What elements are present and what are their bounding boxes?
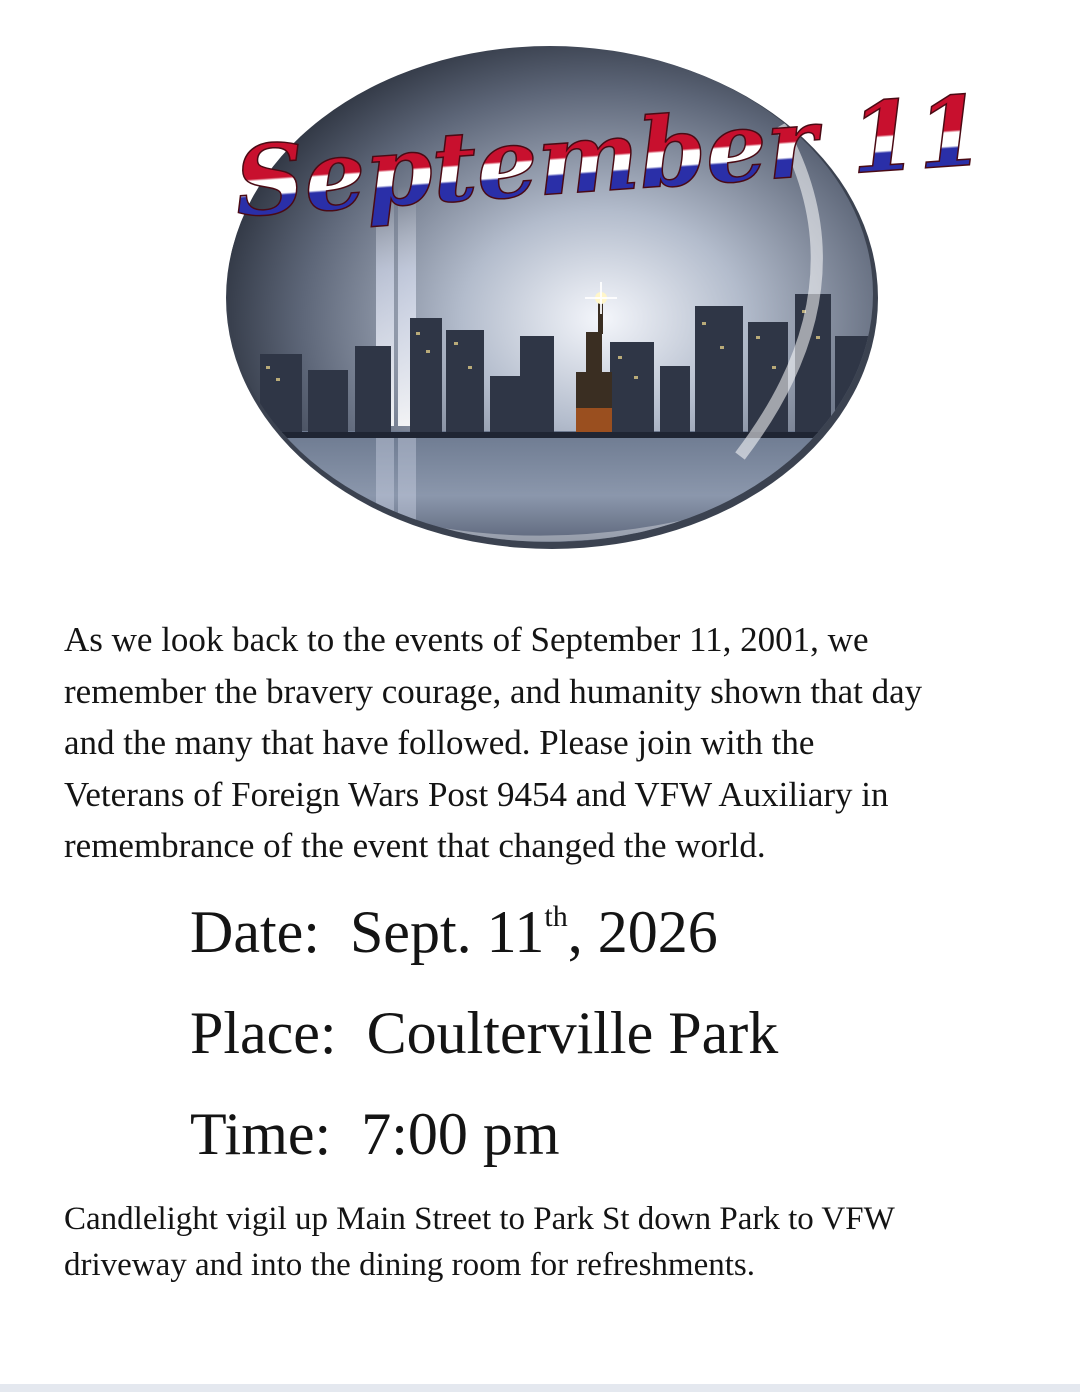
time-value: 7:00 pm (361, 1101, 560, 1167)
place-line (190, 993, 1050, 1094)
time-line (190, 1094, 1050, 1195)
event-details (190, 892, 1050, 1195)
intro-paragraph: As we look back to the events of September 11, 2001, we remember the bravery courage, and humanity shown that day and the many that have followed. Please join with the Veterans of Foreign Wars Post 9454 and VFW Auxiliary in remembrance of the event that changed the world. (64, 620, 923, 865)
date-value: Sept. 11 (349, 899, 545, 965)
place-label: Place: (190, 1000, 337, 1066)
bottom-divider (0, 1384, 1080, 1392)
time-label: Time: (190, 1101, 332, 1167)
route-paragraph: Candlelight vigil up Main Street to Park St down Park to VFW driveway and into the dining room for refreshments. (64, 1201, 895, 1283)
september-11-emblem (220, 36, 988, 556)
twin-towers-skyline-emblem-icon (220, 36, 988, 556)
date-suffix: th (544, 900, 568, 933)
date-year: , 2026 (567, 899, 718, 965)
date-line (190, 892, 1050, 993)
place-value: Coulterville Park (366, 1000, 779, 1066)
emblem-title-text: September 11 (231, 73, 988, 239)
date-label: Date: (190, 899, 320, 965)
